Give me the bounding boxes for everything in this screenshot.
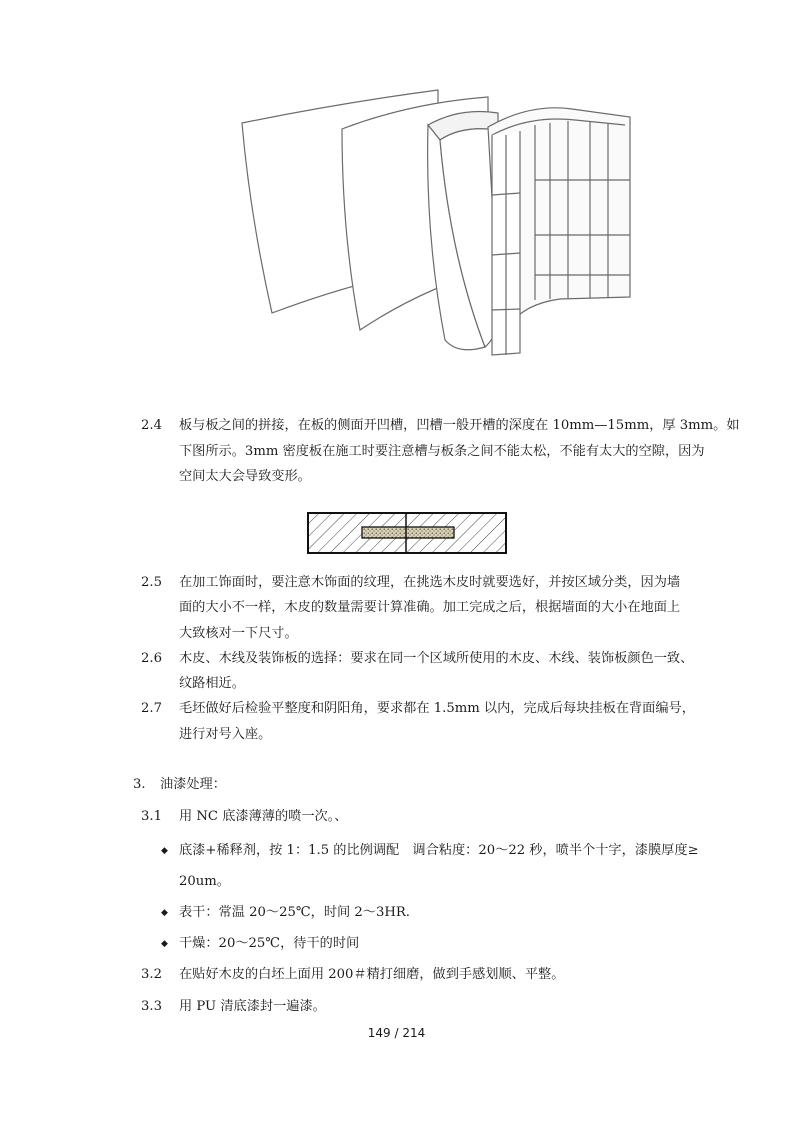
section-number: 2.5 bbox=[141, 575, 162, 590]
item-number: 3.2 bbox=[141, 967, 162, 982]
section-number: 2.7 bbox=[141, 701, 162, 716]
curved-panel-illustration bbox=[230, 85, 650, 375]
page-number: 149 / 214 bbox=[367, 1026, 426, 1040]
paragraph-line: 木皮、木线及装饰板的选择：要求在同一个区域所使用的木皮、木线、装饰板颜色一致、 bbox=[179, 651, 694, 666]
bullet-text: 表干：常温 20～25℃，时间 2～3HR. bbox=[179, 905, 410, 920]
bullet-diamond-icon: ◆ bbox=[161, 939, 168, 949]
bullet-diamond-icon: ◆ bbox=[161, 846, 168, 856]
item-number: 3.3 bbox=[141, 999, 162, 1014]
paragraph-line: 空间太大会导致变形。 bbox=[179, 469, 311, 484]
bullet-diamond-icon: ◆ bbox=[161, 908, 168, 918]
bullet-text-continued: 20um。 bbox=[179, 874, 230, 889]
groove-joint-diagram bbox=[307, 512, 507, 554]
paragraph-line: 大致核对一下尺寸。 bbox=[179, 626, 298, 641]
heading-number: 3. bbox=[133, 777, 146, 792]
section-number: 2.6 bbox=[141, 651, 162, 666]
paragraph-line: 面的大小不一样，木皮的数量需要计算准确。加工完成之后，根据墙面的大小在地面上 bbox=[179, 600, 681, 615]
heading-text: 油漆处理： bbox=[160, 777, 226, 792]
item-number: 3.1 bbox=[141, 809, 162, 824]
item-text: 在贴好木皮的白坯上面用 200＃精打细磨，做到手感划顺、平整。 bbox=[179, 967, 565, 982]
item-text: 用 NC 底漆薄薄的喷一次。、 bbox=[179, 809, 348, 824]
paragraph-line: 在加工饰面时，要注意木饰面的纹理，在挑选木皮时就要选好，并按区域分类，因为墙 bbox=[179, 575, 681, 590]
bullet-text: 干燥：20～25℃，待干的时间 bbox=[179, 936, 360, 951]
bullet-text: 底漆+稀释剂，按 1：1.5 的比例调配 调合粘度：20～22 秒，喷半个十字，漆膜厚度≥ bbox=[179, 843, 699, 858]
section-number: 2.4 bbox=[141, 418, 162, 433]
paragraph-line: 板与板之间的拼接，在板的侧面开凹槽，凹槽一般开槽的深度在 10mm—15mm，厚 3mm。如 bbox=[179, 418, 740, 433]
item-text: 用 PU 清底漆封一遍漆。 bbox=[179, 999, 326, 1014]
paragraph-line: 毛坯做好后检验平整度和阴阳角，要求都在 1.5mm 以内，完成后每块挂板在背面编号， bbox=[179, 701, 695, 716]
paragraph-line: 下图所示。3mm 密度板在施工时要注意槽与板条之间不能太松，不能有太大的空隙，因为 bbox=[179, 444, 705, 459]
paragraph-line: 进行对号入座。 bbox=[179, 727, 272, 742]
paragraph-line: 纹路相近。 bbox=[179, 676, 245, 691]
